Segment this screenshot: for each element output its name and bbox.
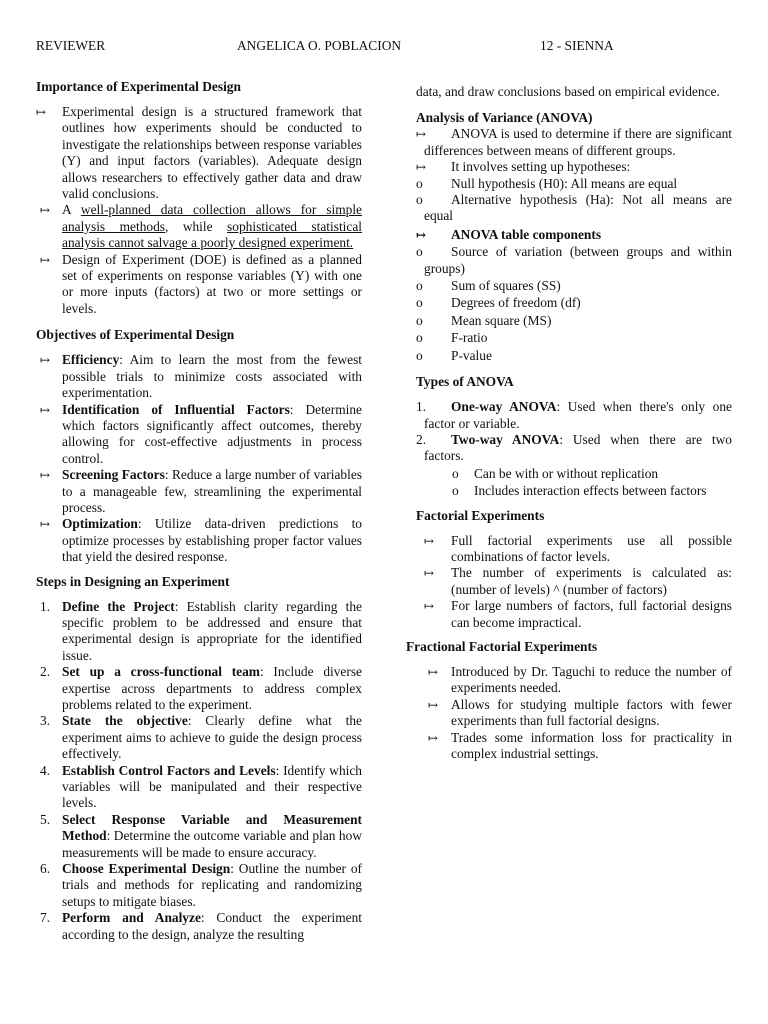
bullet-o-icon: o xyxy=(416,175,423,191)
bullet-arrow-icon: ↦ xyxy=(428,730,439,745)
right-column xyxy=(406,84,732,762)
bullet-arrow-icon: ↦ xyxy=(424,566,435,581)
bullet-arrow-icon: ↦ xyxy=(424,533,435,548)
anova-list xyxy=(406,126,732,364)
list-item: ↦ Experimental design is a structured framework that outlines how experiments should be conducted to investigate the relationships between response variables (Y) and input factors (variables). Adequate design allows researchers to effectively gather data and draw valid conclusions. xyxy=(36,104,362,202)
list-item: o Can be with or without replication xyxy=(452,465,659,481)
fractional-list xyxy=(406,664,732,762)
bullet-arrow-icon: ↦ xyxy=(416,127,427,142)
list-item: 1. Define the Project: Establish clarity regarding the specific problem to be addressed and ensure that experimental design is appropriate for the identified issue. xyxy=(40,598,362,663)
bullet-o-icon: o xyxy=(416,192,423,208)
anova-heading: Analysis of Variance (ANOVA) xyxy=(416,110,593,126)
bullet-o-icon: o xyxy=(452,483,459,499)
bullet-o-icon: o xyxy=(416,330,423,346)
importance-list xyxy=(36,104,362,317)
bullet-arrow-icon: ↦ xyxy=(428,697,439,712)
list-item: ↦ Allows for studying multiple factors with fewer experiments than full factorial designs. xyxy=(428,696,732,729)
list-item: 3. State the objective: Clearly define what the experiment aims to achieve to guide the design process effectively. xyxy=(40,713,362,762)
bullet-arrow-icon: ↦ xyxy=(40,468,51,483)
list-item: ↦ ANOVA is used to determine if there are significant differences between means of different groups. xyxy=(416,126,732,158)
list-item: ↦ Identification of Influential Factors: Determine which factors significantly affect outcomes, thereby allowing for cost-effective adjustments in process control. xyxy=(40,401,362,466)
left-column xyxy=(36,78,362,943)
list-item: o F-ratio xyxy=(416,330,488,346)
list-item: 6. Choose Experimental Design: Outline the number of trials and methods for replicating and randomizing setups to mitigate biases. xyxy=(40,861,362,909)
list-item: 1. One-way ANOVA: Used when there's only one factor or variable. xyxy=(416,399,732,431)
list-item: ↦ Introduced by Dr. Taguchi to reduce the number of experiments needed. xyxy=(428,663,732,696)
bullet-arrow-icon: ↦ xyxy=(40,353,51,368)
bullet-arrow-icon: ↦ xyxy=(40,402,51,417)
fractional-heading: Fractional Factorial Experiments xyxy=(406,638,598,654)
bullet-arrow-icon: ↦ xyxy=(40,203,51,218)
factorial-list xyxy=(406,533,732,631)
header-section: 12 - SIENNA xyxy=(540,38,614,53)
list-item: 7. Perform and Analyze: Conduct the experiment according to the design, analyze the resulting xyxy=(40,910,363,942)
list-item: ↦ Trades some information loss for practicality in complex industrial settings. xyxy=(428,729,732,761)
types-list xyxy=(406,399,732,465)
steps-list xyxy=(36,599,362,944)
list-item: o Sum of squares (SS) xyxy=(416,278,561,294)
list-item: ↦ The number of experiments is calculated as: (number of levels) ^ (number of factors) xyxy=(424,565,732,597)
list-item: ↦ Design of Experiment (DOE) is defined as a planned set of experiments on response variables (Y) with one or more inputs (factors) at two or more settings or levels. xyxy=(40,251,362,316)
list-item: o Mean square (MS) xyxy=(416,312,552,328)
objectives-list xyxy=(36,352,362,565)
steps-heading: Steps in Designing an Experiment xyxy=(36,573,230,589)
list-item: ↦ It involves setting up hypotheses: xyxy=(416,159,631,175)
bullet-o-icon: o xyxy=(416,244,423,260)
header-author: ANGELICA O. POBLACION xyxy=(237,38,402,53)
list-item: ↦ Optimization: Utilize data-driven predictions to optimize processes by establishing proper factor values that yield the desired response. xyxy=(40,516,362,565)
bullet-arrow-icon: ↦ xyxy=(40,517,51,532)
list-item: o Source of variation (between groups and within groups) xyxy=(416,244,732,276)
bullet-arrow-icon: ↦ xyxy=(416,160,427,175)
factorial-heading: Factorial Experiments xyxy=(416,507,545,523)
list-item: ↦ Efficiency: Aim to learn the most from the fewest possible trials to minimize costs associated with experimentation. xyxy=(40,352,362,401)
list-item: o P-value xyxy=(416,347,492,363)
objectives-heading: Objectives of Experimental Design xyxy=(36,327,235,343)
bullet-arrow-icon: ↦ xyxy=(416,227,427,242)
bullet-arrow-icon: ↦ xyxy=(428,664,439,679)
continuation-text: data, and draw conclusions based on empirical evidence. xyxy=(416,84,720,99)
bullet-o-icon: o xyxy=(416,278,423,294)
bullet-arrow-icon: ↦ xyxy=(36,105,47,119)
list-item: ↦ ANOVA table components xyxy=(416,226,602,242)
header-left: REVIEWER xyxy=(36,38,106,53)
bullet-o-icon: o xyxy=(416,295,423,311)
list-item: 4. Establish Control Factors and Levels: Identify which variables will be manipulated and their respective levels. xyxy=(40,762,362,811)
list-item: o Includes interaction effects between factors xyxy=(452,483,707,499)
list-item: o Null hypothesis (H0): All means are equal xyxy=(416,175,678,191)
importance-heading: Importance of Experimental Design xyxy=(36,79,241,94)
bullet-arrow-icon: ↦ xyxy=(40,252,51,267)
list-item: ↦ For large numbers of factors, full factorial designs can become impractical. xyxy=(424,598,732,630)
bullet-o-icon: o xyxy=(416,312,423,328)
list-item: 2. Set up a cross-functional team: Include diverse expertise across departments to address complex problems related to the experiment. xyxy=(40,664,362,712)
bullet-o-icon: o xyxy=(416,347,423,363)
types-heading: Types of ANOVA xyxy=(416,374,514,390)
types-sublist xyxy=(406,466,732,500)
bullet-o-icon: o xyxy=(452,465,459,481)
list-item: ↦ Full factorial experiments use all possible combinations of factor levels. xyxy=(424,532,732,564)
list-item: 5. Select Response Variable and Measurement Method: Determine the outcome variable and plan how measurements will be made to ensure accuracy. xyxy=(40,811,362,860)
list-item: ↦ A well-planned data collection allows for simple analysis methods, while sophisticated statistical analysis cannot salvage a poorly designed experiment. xyxy=(40,202,363,251)
list-item: ↦ Screening Factors: Reduce a large number of variables to a manageable few, streamlining the experimental process. xyxy=(40,467,363,515)
bullet-arrow-icon: ↦ xyxy=(424,599,435,614)
list-item: 2. Two-way ANOVA: Used when there are two factors. xyxy=(416,431,732,464)
list-item: o Alternative hypothesis (Ha): Not all means are equal xyxy=(416,192,732,224)
list-item: o Degrees of freedom (df) xyxy=(416,295,581,311)
